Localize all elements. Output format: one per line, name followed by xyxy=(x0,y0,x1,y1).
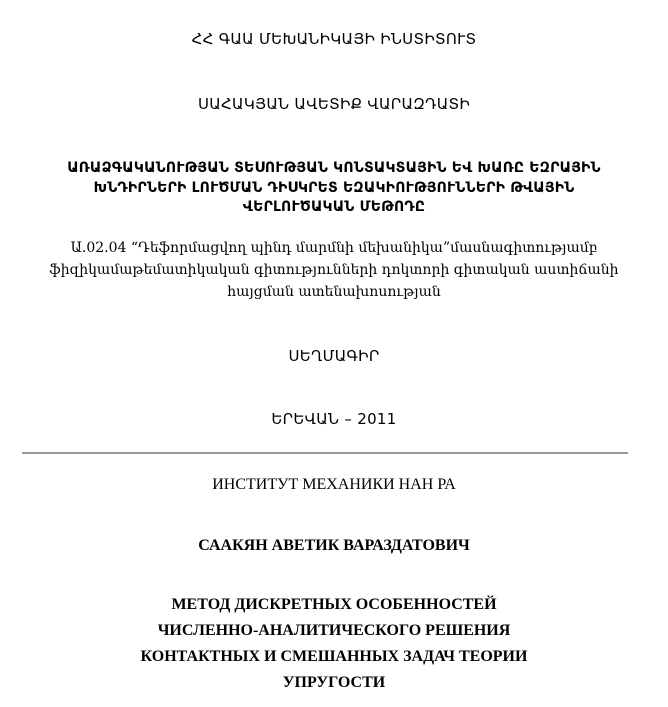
russian-institute: ИНСТИТУТ МЕХАНИКИ НАН РА xyxy=(212,476,456,493)
armenian-doc-type: ՍԵՂՄԱԳԻՐ xyxy=(288,347,380,365)
armenian-specialty-line-2: ֆիզիկամաթեմատիկական գիտությունների դոկտորի գիտական աստիճանի xyxy=(49,262,619,278)
armenian-title-line-3: ՎԵՐԼՈՒԾԱԿԱՆ ՄԵԹՈԴԸ xyxy=(242,199,426,215)
armenian-specialty-line-3: հայցման ատենախոսության xyxy=(227,284,441,300)
russian-author: СААКЯН АВЕТИК ВАРАЗДАТОВИЧ xyxy=(198,537,470,554)
russian-title-line-3: КОНТАКТНЫХ И СМЕШАННЫХ ЗАДАЧ ТЕОРИИ xyxy=(140,648,528,665)
armenian-specialty-line-1: Ա.02.04 “Դեֆորմացվող պինդ մարմնի մեխանիկա”մասնագիտությամբ xyxy=(70,240,598,256)
russian-title-line-1: МЕТОД ДИСКРЕТНЫХ ОСОБЕННОСТЕЙ xyxy=(171,596,497,613)
armenian-title-line-1: ԱՌԱՁԳԱԿԱՆՈՒԹՅԱՆ ՏԵՍՈՒԹՅԱՆ ԿՈՆՏԱԿՏԱՅԻՆ ԵՎ ԽԱՌԸ ԵԶՐԱՅԻՆ xyxy=(67,160,601,176)
russian-title-line-4: УПРУГОСТИ xyxy=(282,674,386,691)
russian-title-line-2: ЧИСЛЕННО-АНАЛИТИЧЕСКОГО РЕШЕНИЯ xyxy=(157,622,511,639)
armenian-author: ՍԱՀԱԿՅԱՆ ԱՎԵՏԻՔ ՎԱՐԱԶԴԱՏԻ xyxy=(197,95,471,113)
section-divider xyxy=(22,452,628,454)
armenian-institute: ՀՀ ԳԱԱ ՄԵԽԱՆԻԿԱՅԻ ԻՆՍՏԻՏՈՒՏ xyxy=(191,30,477,48)
armenian-city-year: ԵՐԵՎԱՆ – 2011 xyxy=(271,410,397,428)
armenian-title-line-2: ԽՆԴԻՐՆԵՐԻ ԼՈՒԾՄԱՆ ԴԻՍԿՐԵՏ ԵԶԱԿԻՈՒԹՅՈՒՆՆԵՐԻ ԹՎԱՅԻՆ xyxy=(93,180,575,196)
